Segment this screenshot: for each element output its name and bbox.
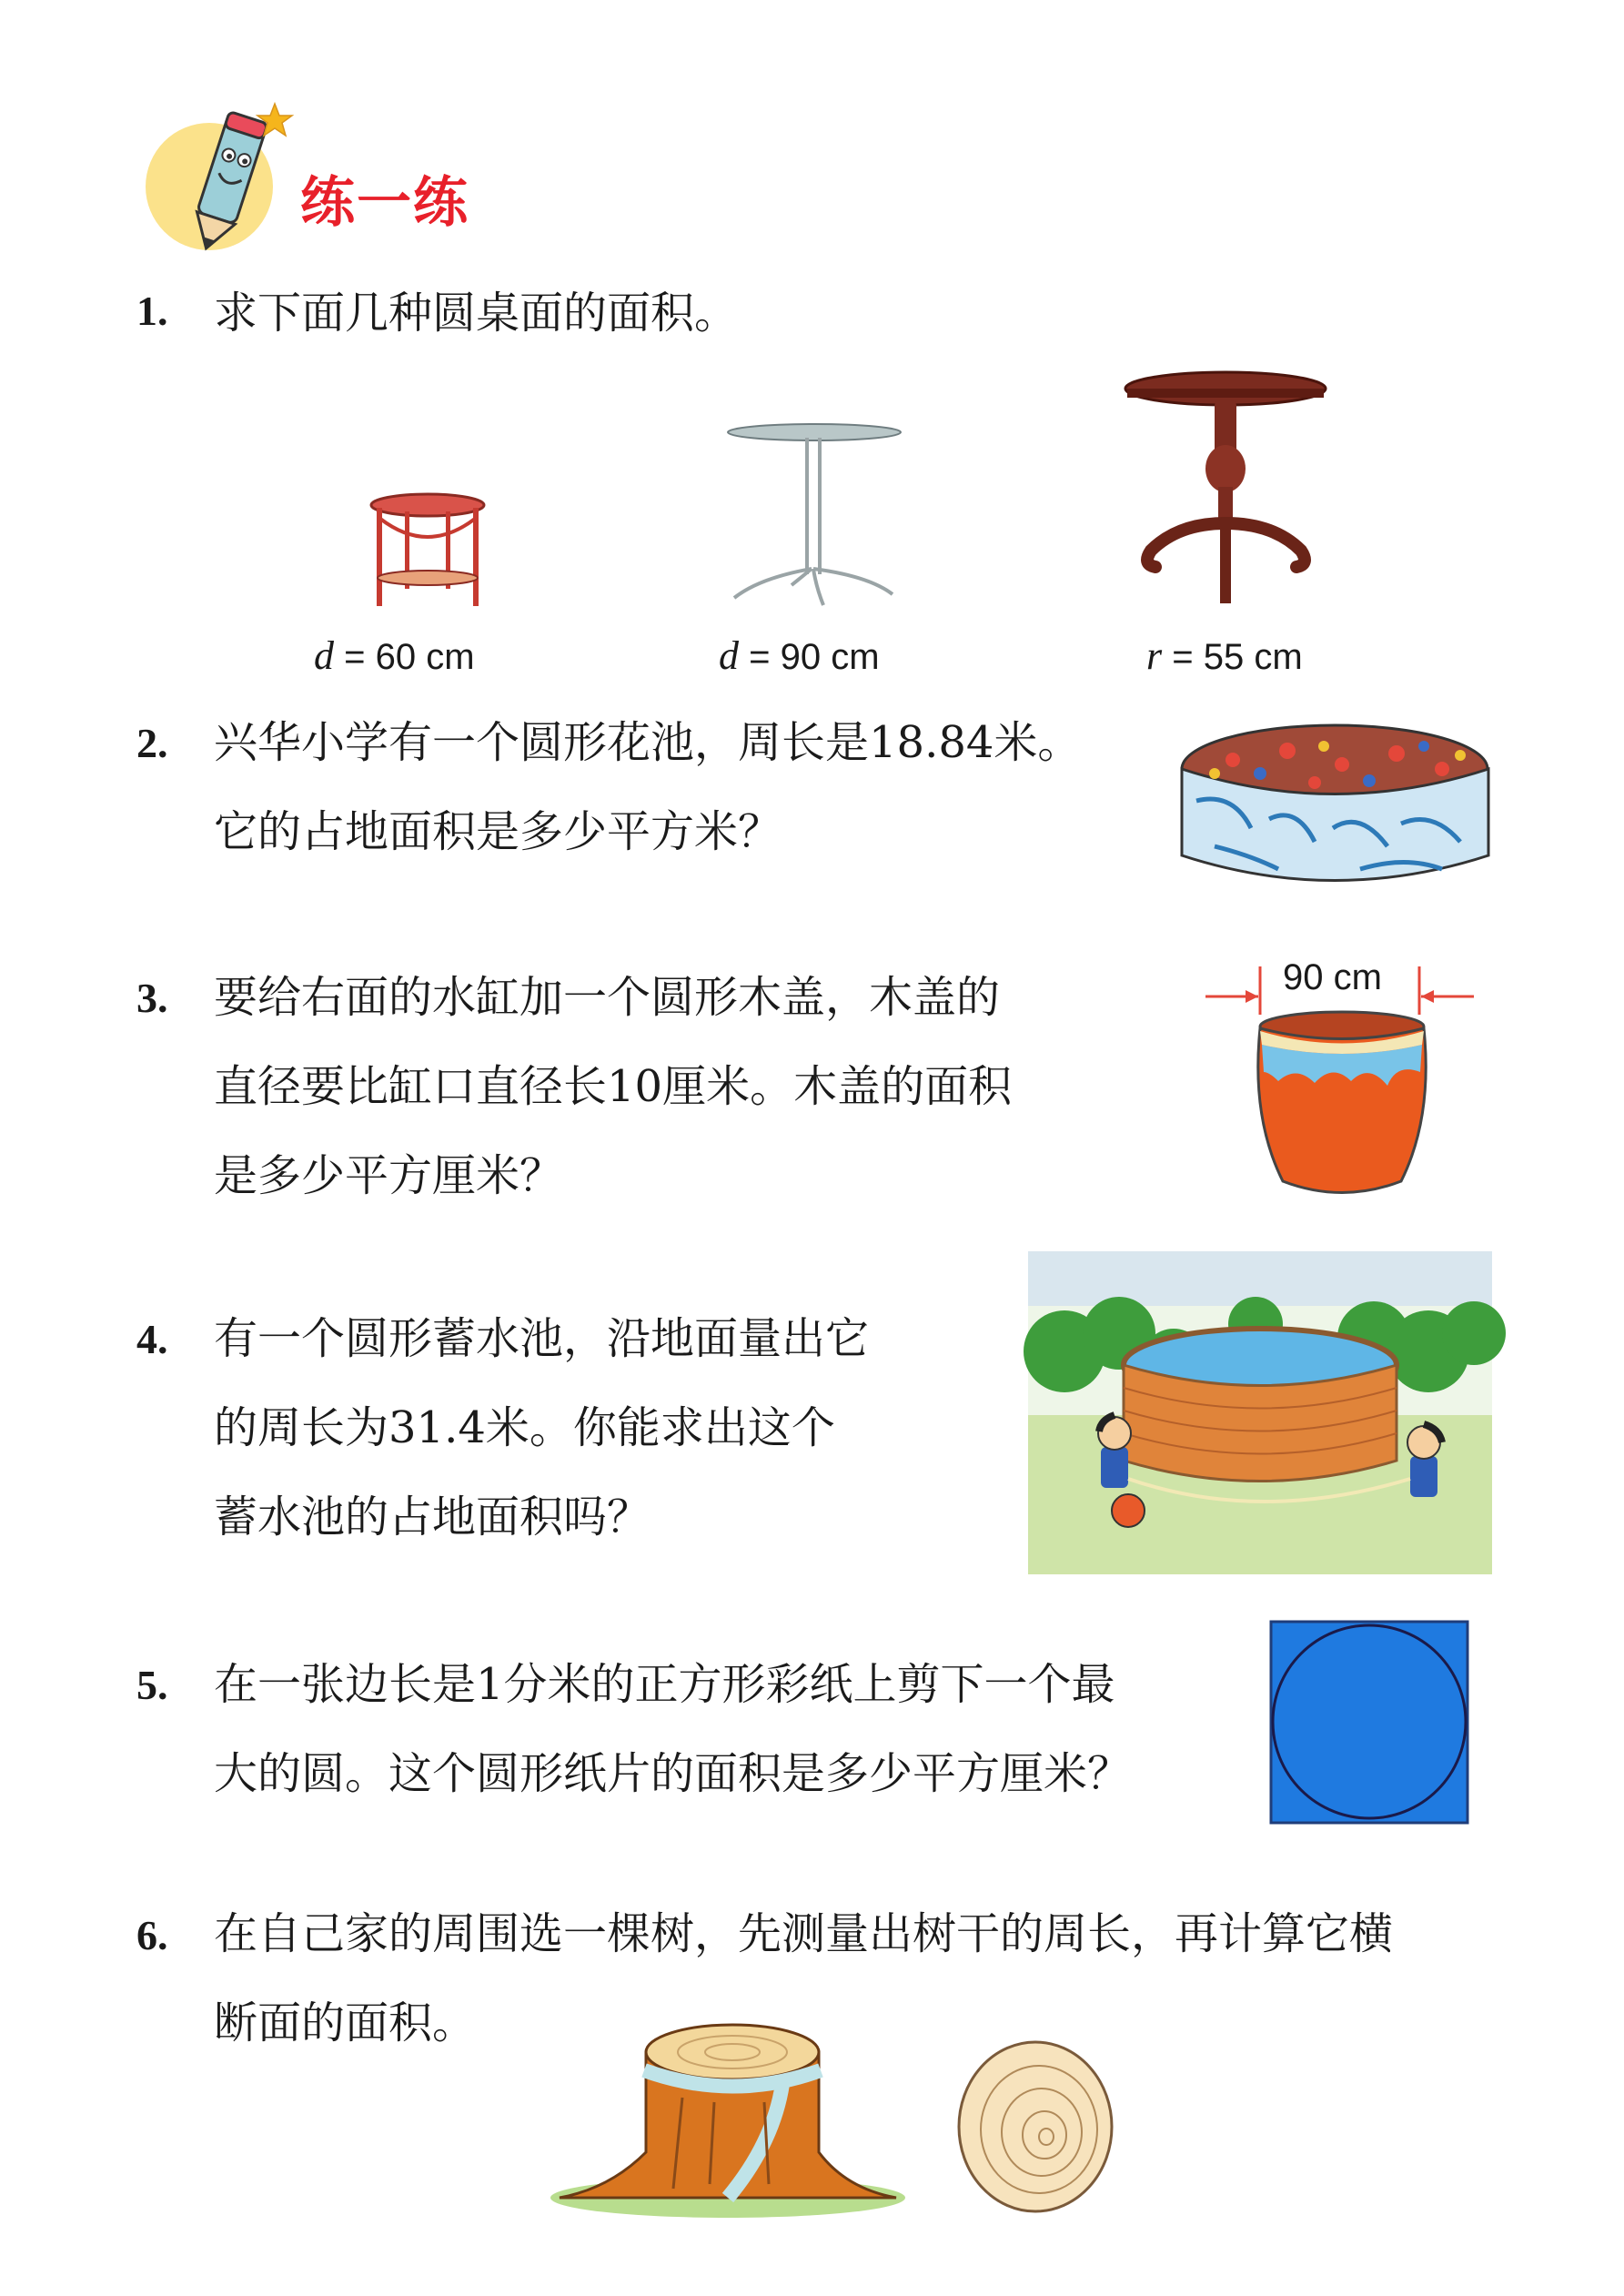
question-2-number: 2. [136,720,168,766]
question-6-number: 6. [136,1912,168,1958]
reservoir-scene-image [1028,1251,1492,1574]
question-4-line-1: 有一个圆形蓄水池，沿地面量出它 [214,1313,870,1364]
question-4-line-3: 蓄水池的占地面积吗？ [214,1492,651,1542]
table-1-var: d [314,633,334,678]
table-3-value: = 55 cm [1172,637,1303,677]
square-circle-diagram [1269,1620,1469,1825]
question-4-number: 4. [136,1316,168,1362]
question-3-line-3: 是多少平方厘米？ [214,1150,564,1201]
question-6-line-1: 在自己家的周围选一棵树，先测量出树干的周长，再计算它横 [214,1908,1394,1959]
tree-stump-image [546,2016,910,2220]
table-2-caption [719,632,880,679]
question-3-line-2: 直径要比缸口直径长10厘米。木盖的面积 [214,1061,1013,1112]
table-2-value: = 90 cm [749,637,880,677]
table-3-var: r [1146,633,1163,678]
flower-bed-image [1178,719,1492,901]
question-5-line-1: 在一张边长是1分米的正方形彩纸上剪下一个最 [214,1659,1115,1710]
question-2-line-2: 它的占地面积是多少平方米？ [214,806,782,857]
question-3-line-1: 要给右面的水缸加一个圆形木盖，木盖的 [214,972,1001,1023]
table-3-caption [1146,632,1303,679]
question-5-line-2: 大的圆。这个圆形纸片的面积是多少平方厘米？ [214,1748,1132,1799]
water-vat-image [1251,1008,1433,1199]
question-1-text: 求下面几种圆桌面的面积。 [214,288,739,339]
red-table-image [364,491,491,610]
star-icon [257,102,293,138]
question-6-line-2: 断面的面积。 [214,1998,477,2048]
table-1-caption [314,632,475,679]
question-2-line-1: 兴华小学有一个圆形花池，周长是18.84米。 [214,717,1082,768]
glass-table-image [723,423,905,610]
cross-section-image [955,2038,1115,2216]
question-4-line-2: 的周长为31.4米。你能求出这个 [214,1402,835,1453]
page-title: 练一练 [300,171,469,235]
wooden-table-image [1124,369,1328,610]
question-3-number: 3. [136,975,168,1021]
vat-width-label: 90 cm [1283,957,1382,997]
table-1-value: = 60 cm [344,637,475,677]
question-5-number: 5. [136,1662,168,1708]
table-2-var: d [719,633,739,678]
question-1-number: 1. [136,288,168,334]
